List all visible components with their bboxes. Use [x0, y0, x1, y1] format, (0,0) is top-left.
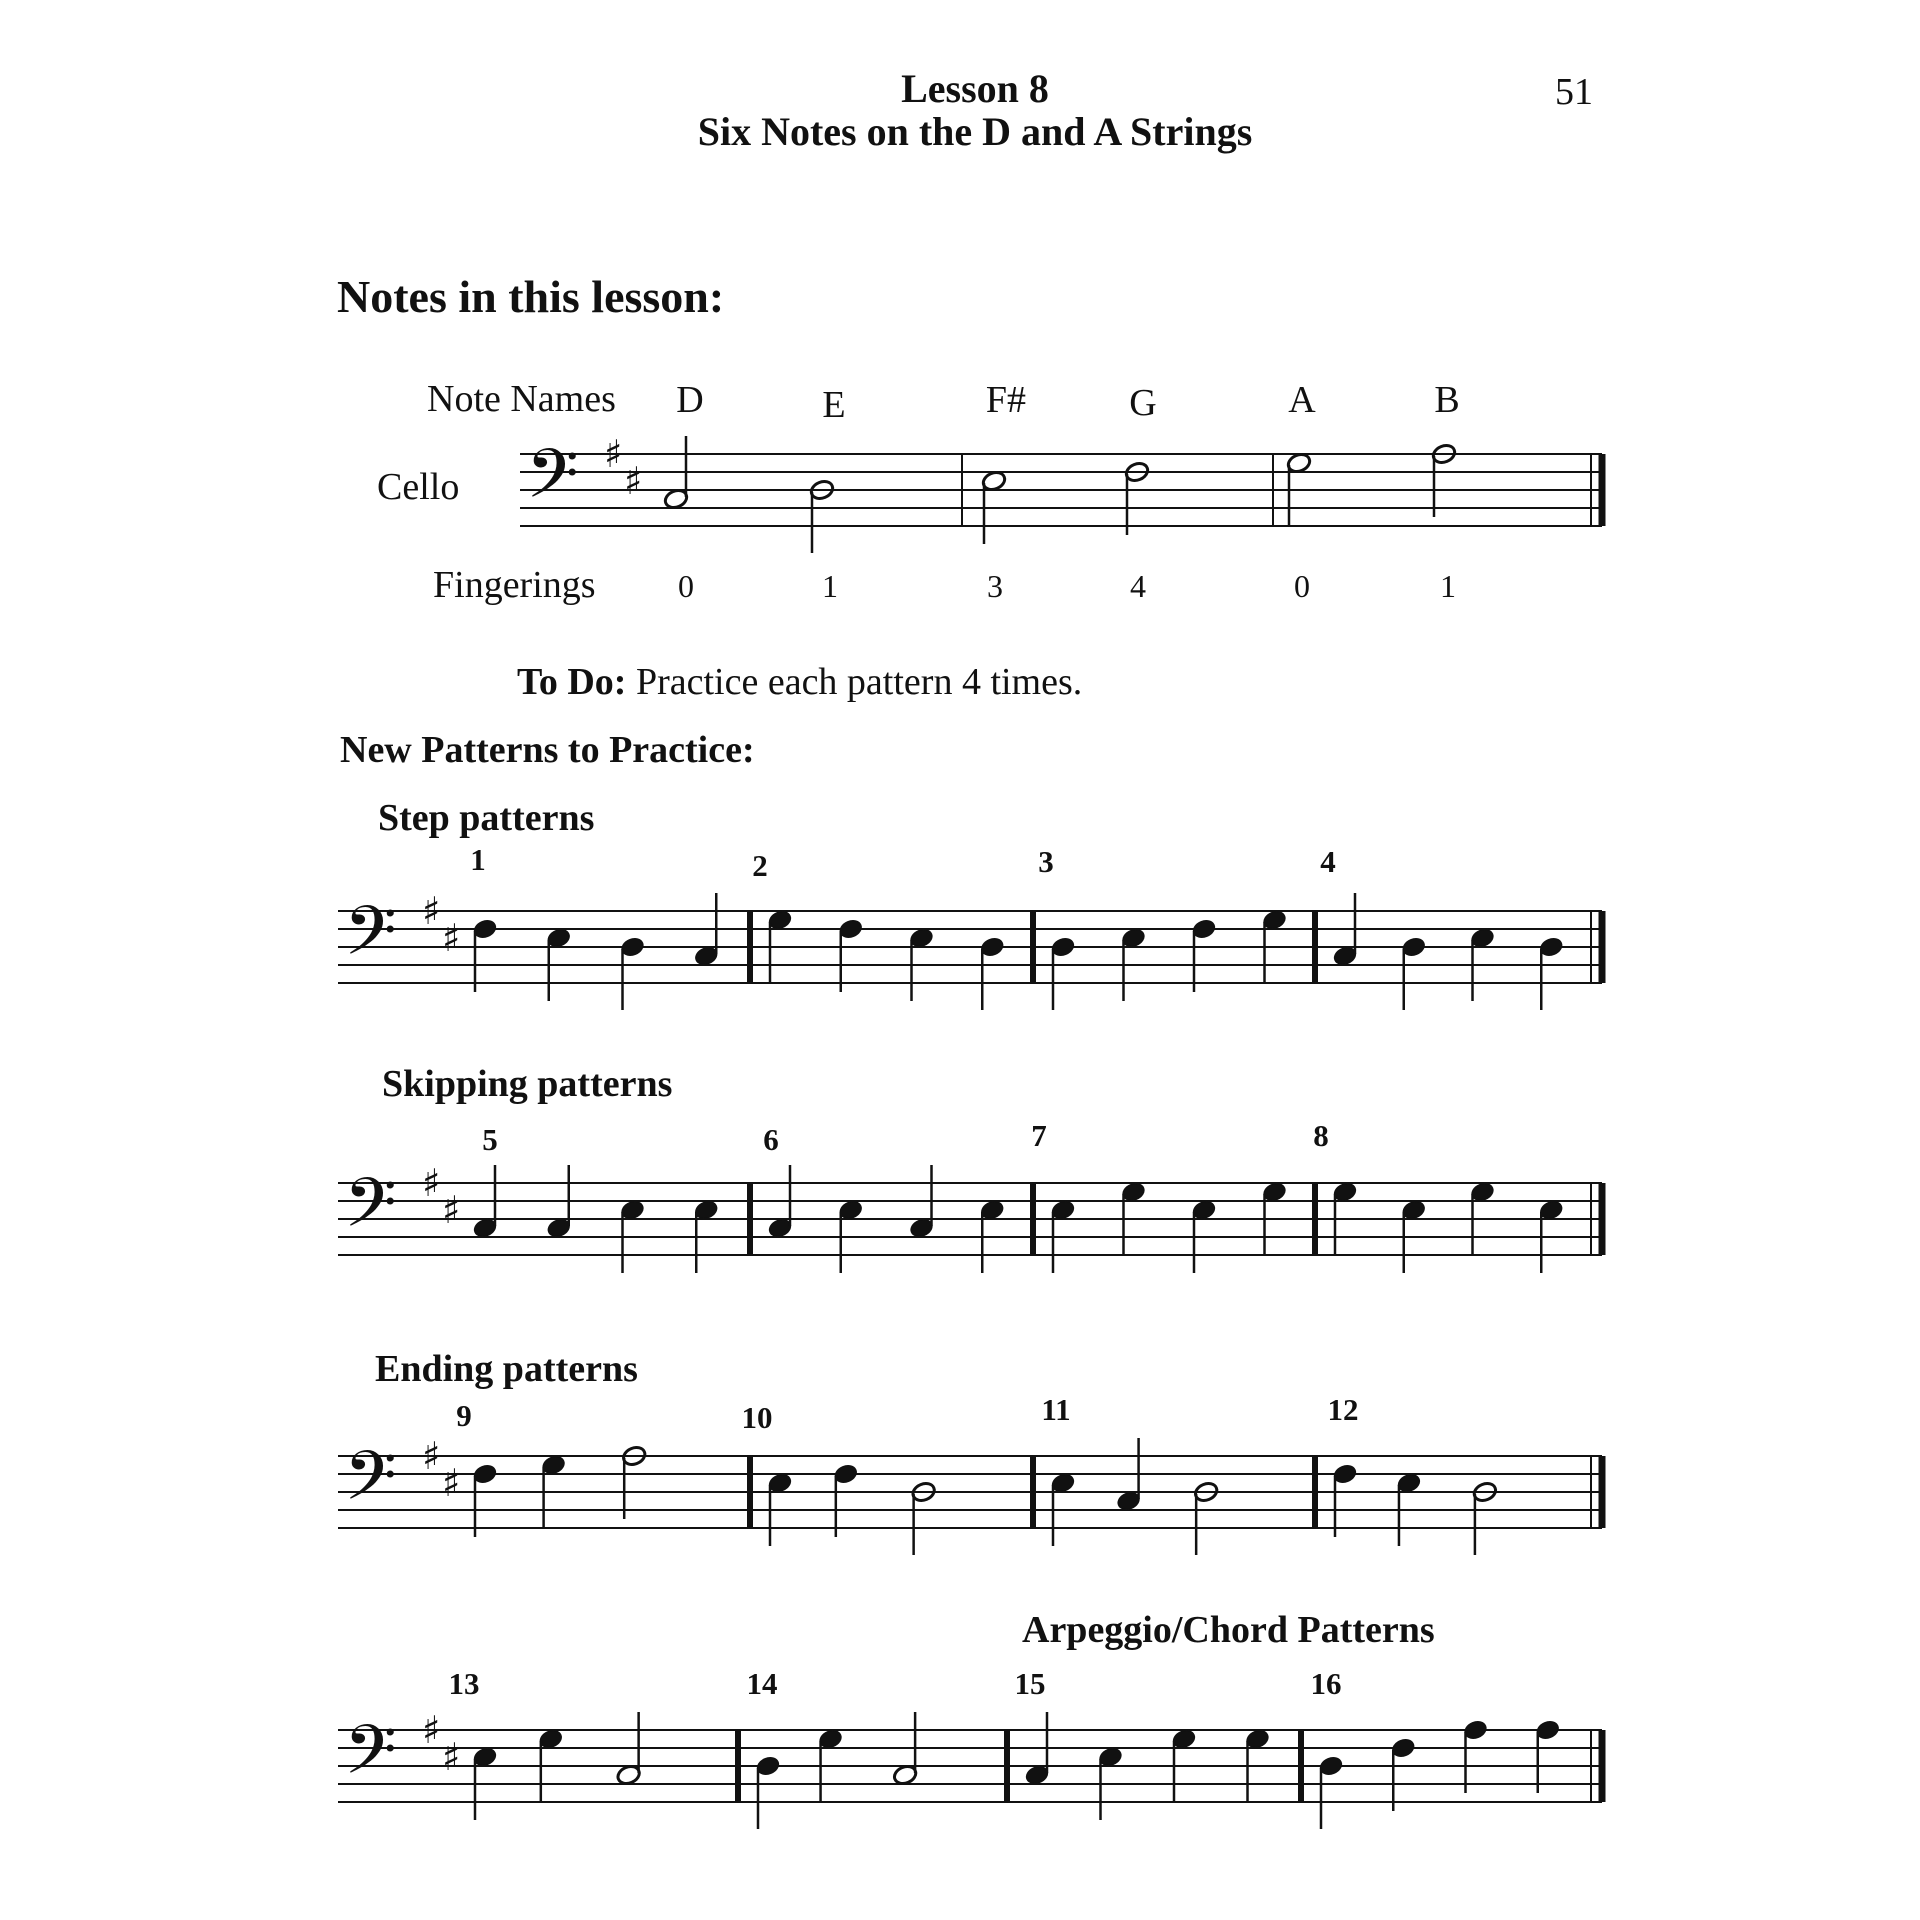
- bass-clef-icon: 𝄢: [526, 435, 579, 531]
- sharp-icon: ♯: [604, 432, 623, 476]
- instrument-label: Cello: [377, 466, 460, 508]
- measure-number: 8: [1313, 1118, 1329, 1153]
- system-title-step: Step patterns: [378, 797, 595, 839]
- system-title-arpeggio: Arpeggio/Chord Patterns: [1022, 1609, 1435, 1651]
- measure-number: 7: [1031, 1118, 1047, 1153]
- measure-number: 14: [746, 1666, 778, 1701]
- sharp-icon: ♯: [442, 1188, 461, 1232]
- sharp-icon: ♯: [624, 459, 643, 503]
- sharp-icon: ♯: [422, 1434, 441, 1478]
- measure-number: 6: [763, 1122, 779, 1157]
- note-name: G: [1129, 382, 1157, 424]
- sharp-icon: ♯: [422, 889, 441, 933]
- lesson-title: Lesson 8: [901, 66, 1049, 111]
- bass-clef-icon: 𝄢: [344, 1711, 397, 1807]
- measure-number: 11: [1041, 1392, 1071, 1427]
- todo-label: To Do:: [517, 661, 627, 703]
- fingering-number: 0: [1294, 568, 1310, 604]
- lesson-subtitle: Six Notes on the D and A Strings: [697, 109, 1253, 154]
- note-name: D: [676, 379, 704, 421]
- sharp-icon: ♯: [442, 1461, 461, 1505]
- measure-number: 12: [1327, 1392, 1359, 1427]
- sharp-icon: ♯: [442, 1735, 461, 1779]
- fingering-number: 4: [1130, 568, 1146, 604]
- measure-number: 3: [1038, 844, 1054, 879]
- note-names-label: Note Names: [427, 378, 616, 420]
- sharp-icon: ♯: [422, 1161, 441, 1205]
- measure-number: 2: [752, 848, 768, 883]
- note-name: F#: [985, 379, 1027, 421]
- system-title-skipping: Skipping patterns: [382, 1063, 673, 1105]
- fingerings-label: Fingerings: [433, 564, 596, 606]
- system-title-ending: Ending patterns: [375, 1348, 638, 1390]
- sharp-icon: ♯: [442, 916, 461, 960]
- bass-clef-icon: 𝄢: [344, 1164, 397, 1260]
- measure-number: 1: [470, 842, 486, 877]
- fingering-number: 0: [678, 568, 694, 604]
- measure-number: 10: [741, 1400, 773, 1435]
- measure-number: 16: [1310, 1666, 1342, 1701]
- notes-heading: Notes in this lesson:: [337, 271, 725, 322]
- fingering-number: 3: [987, 568, 1003, 604]
- fingering-number: 1: [822, 568, 838, 604]
- page-number: 51: [1555, 71, 1593, 113]
- measure-number: 4: [1320, 844, 1336, 879]
- todo-text: Practice each pattern 4 times.: [635, 661, 1083, 703]
- note-name: A: [1288, 379, 1316, 421]
- bass-clef-icon: 𝄢: [344, 892, 397, 988]
- measure-number: 15: [1014, 1666, 1046, 1701]
- sharp-icon: ♯: [422, 1708, 441, 1752]
- fingering-number: 1: [1440, 568, 1456, 604]
- bass-clef-icon: 𝄢: [344, 1437, 397, 1533]
- note-name: E: [822, 384, 846, 426]
- measure-number: 5: [482, 1122, 498, 1157]
- note-name: B: [1434, 379, 1460, 421]
- patterns-heading: New Patterns to Practice:: [340, 729, 755, 771]
- measure-number: 13: [448, 1666, 480, 1701]
- measure-number: 9: [456, 1398, 472, 1433]
